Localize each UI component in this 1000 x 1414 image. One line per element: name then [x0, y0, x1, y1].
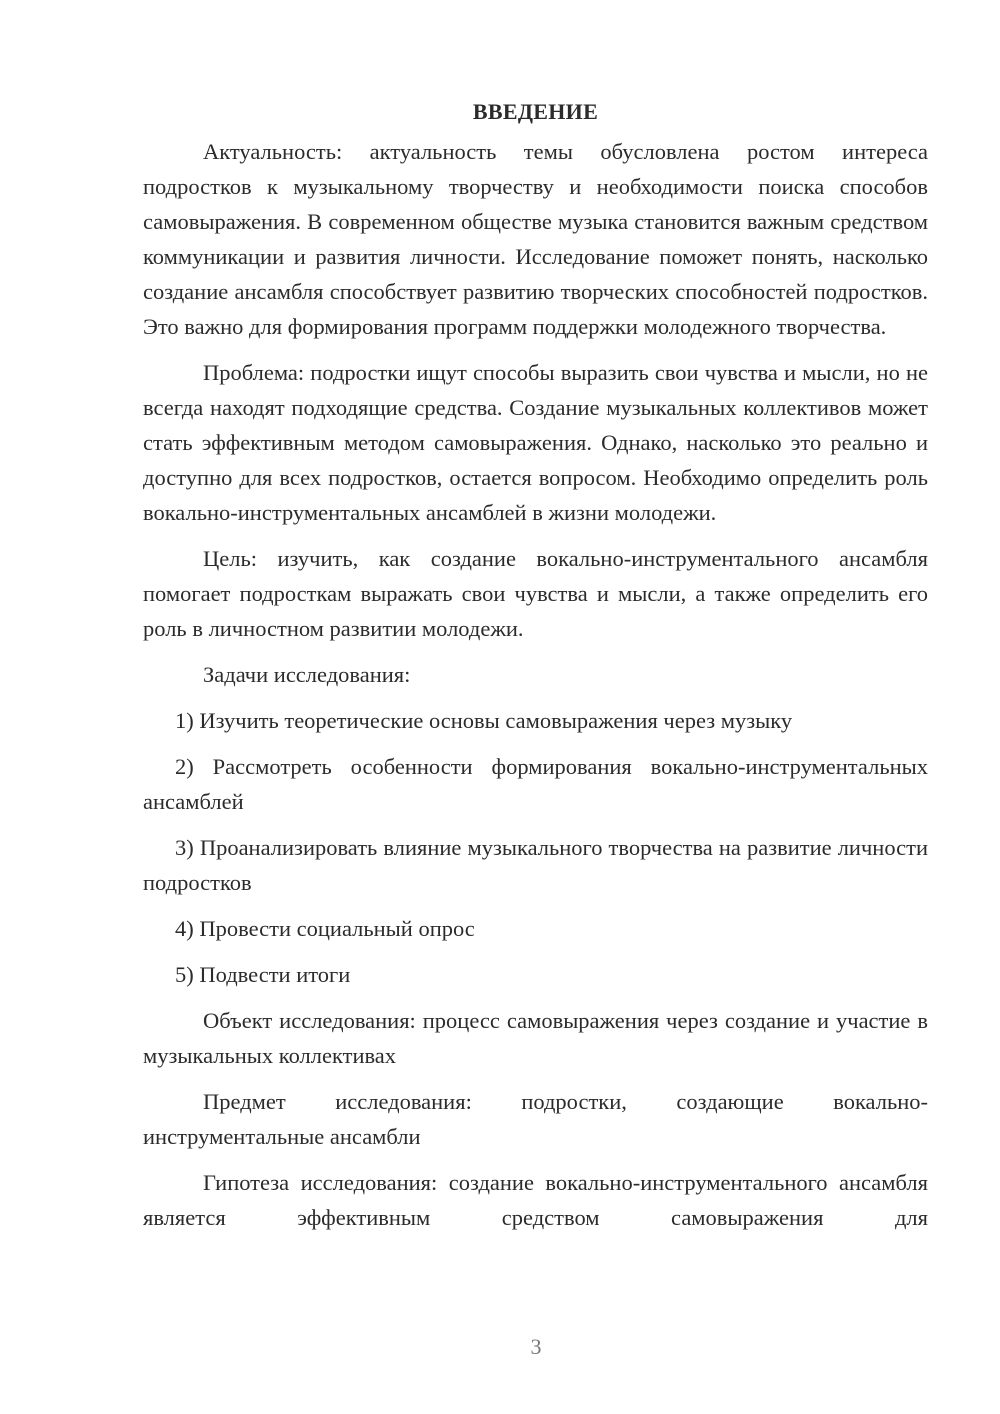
task-item: 1) Изучить теоретические основы самовыражения через музыку: [175, 708, 793, 733]
page-number: 3: [530, 1334, 542, 1359]
object-paragraph: Объект исследования: процесс самовыражения через создание и участие в музыкальных коллективах: [143, 1008, 928, 1068]
relevance-paragraph: Актуальность: актуальность темы обусловлена ростом интереса подростков к музыкальному творчеству и необходимости поиска способов самовыражения. В современном обществе музыка становится важным средством коммуникации и развития личности. Исследование поможет понять, насколько создание ансамбля способствует развитию творческих способностей подростков. Это важно для формирования программ поддержки молодежного творчества.: [143, 139, 928, 339]
task-item: 2) Рассмотреть особенности формирования вокально-инструментальных ансамблей: [143, 754, 928, 814]
task-item: 3) Проанализировать влияние музыкального творчества на развитие личности подростков: [143, 835, 928, 895]
hypothesis-paragraph: Гипотеза исследования: создание вокально-инструментального ансамбля является эффективным средством самовыражения для: [143, 1170, 928, 1230]
problem-paragraph: Проблема: подростки ищут способы выразить свои чувства и мысли, но не всегда находят подходящие средства. Создание музыкальных коллективов может стать эффективным методом самовыражения. Однако, насколько это реально и доступно для всех подростков, остается вопросом. Необходимо определить роль вокально-инструментальных ансамблей в жизни молодежи.: [143, 360, 928, 525]
goal-paragraph: Цель: изучить, как создание вокально-инструментального ансамбля помогает подросткам выражать свои чувства и мысли, а также определить его роль в личностном развитии молодежи.: [143, 546, 928, 641]
page-content: [143, 95, 928, 1235]
task-item: 5) Подвести итоги: [175, 962, 351, 987]
task-item: 4) Провести социальный опрос: [175, 916, 475, 941]
subject-paragraph: Предмет исследования: подростки, создающие вокально-инструментальные ансамбли: [143, 1089, 928, 1149]
tasks-list: [143, 703, 928, 992]
tasks-title: Задачи исследования:: [203, 662, 411, 687]
section-heading: ВВЕДЕНИЕ: [472, 99, 599, 124]
